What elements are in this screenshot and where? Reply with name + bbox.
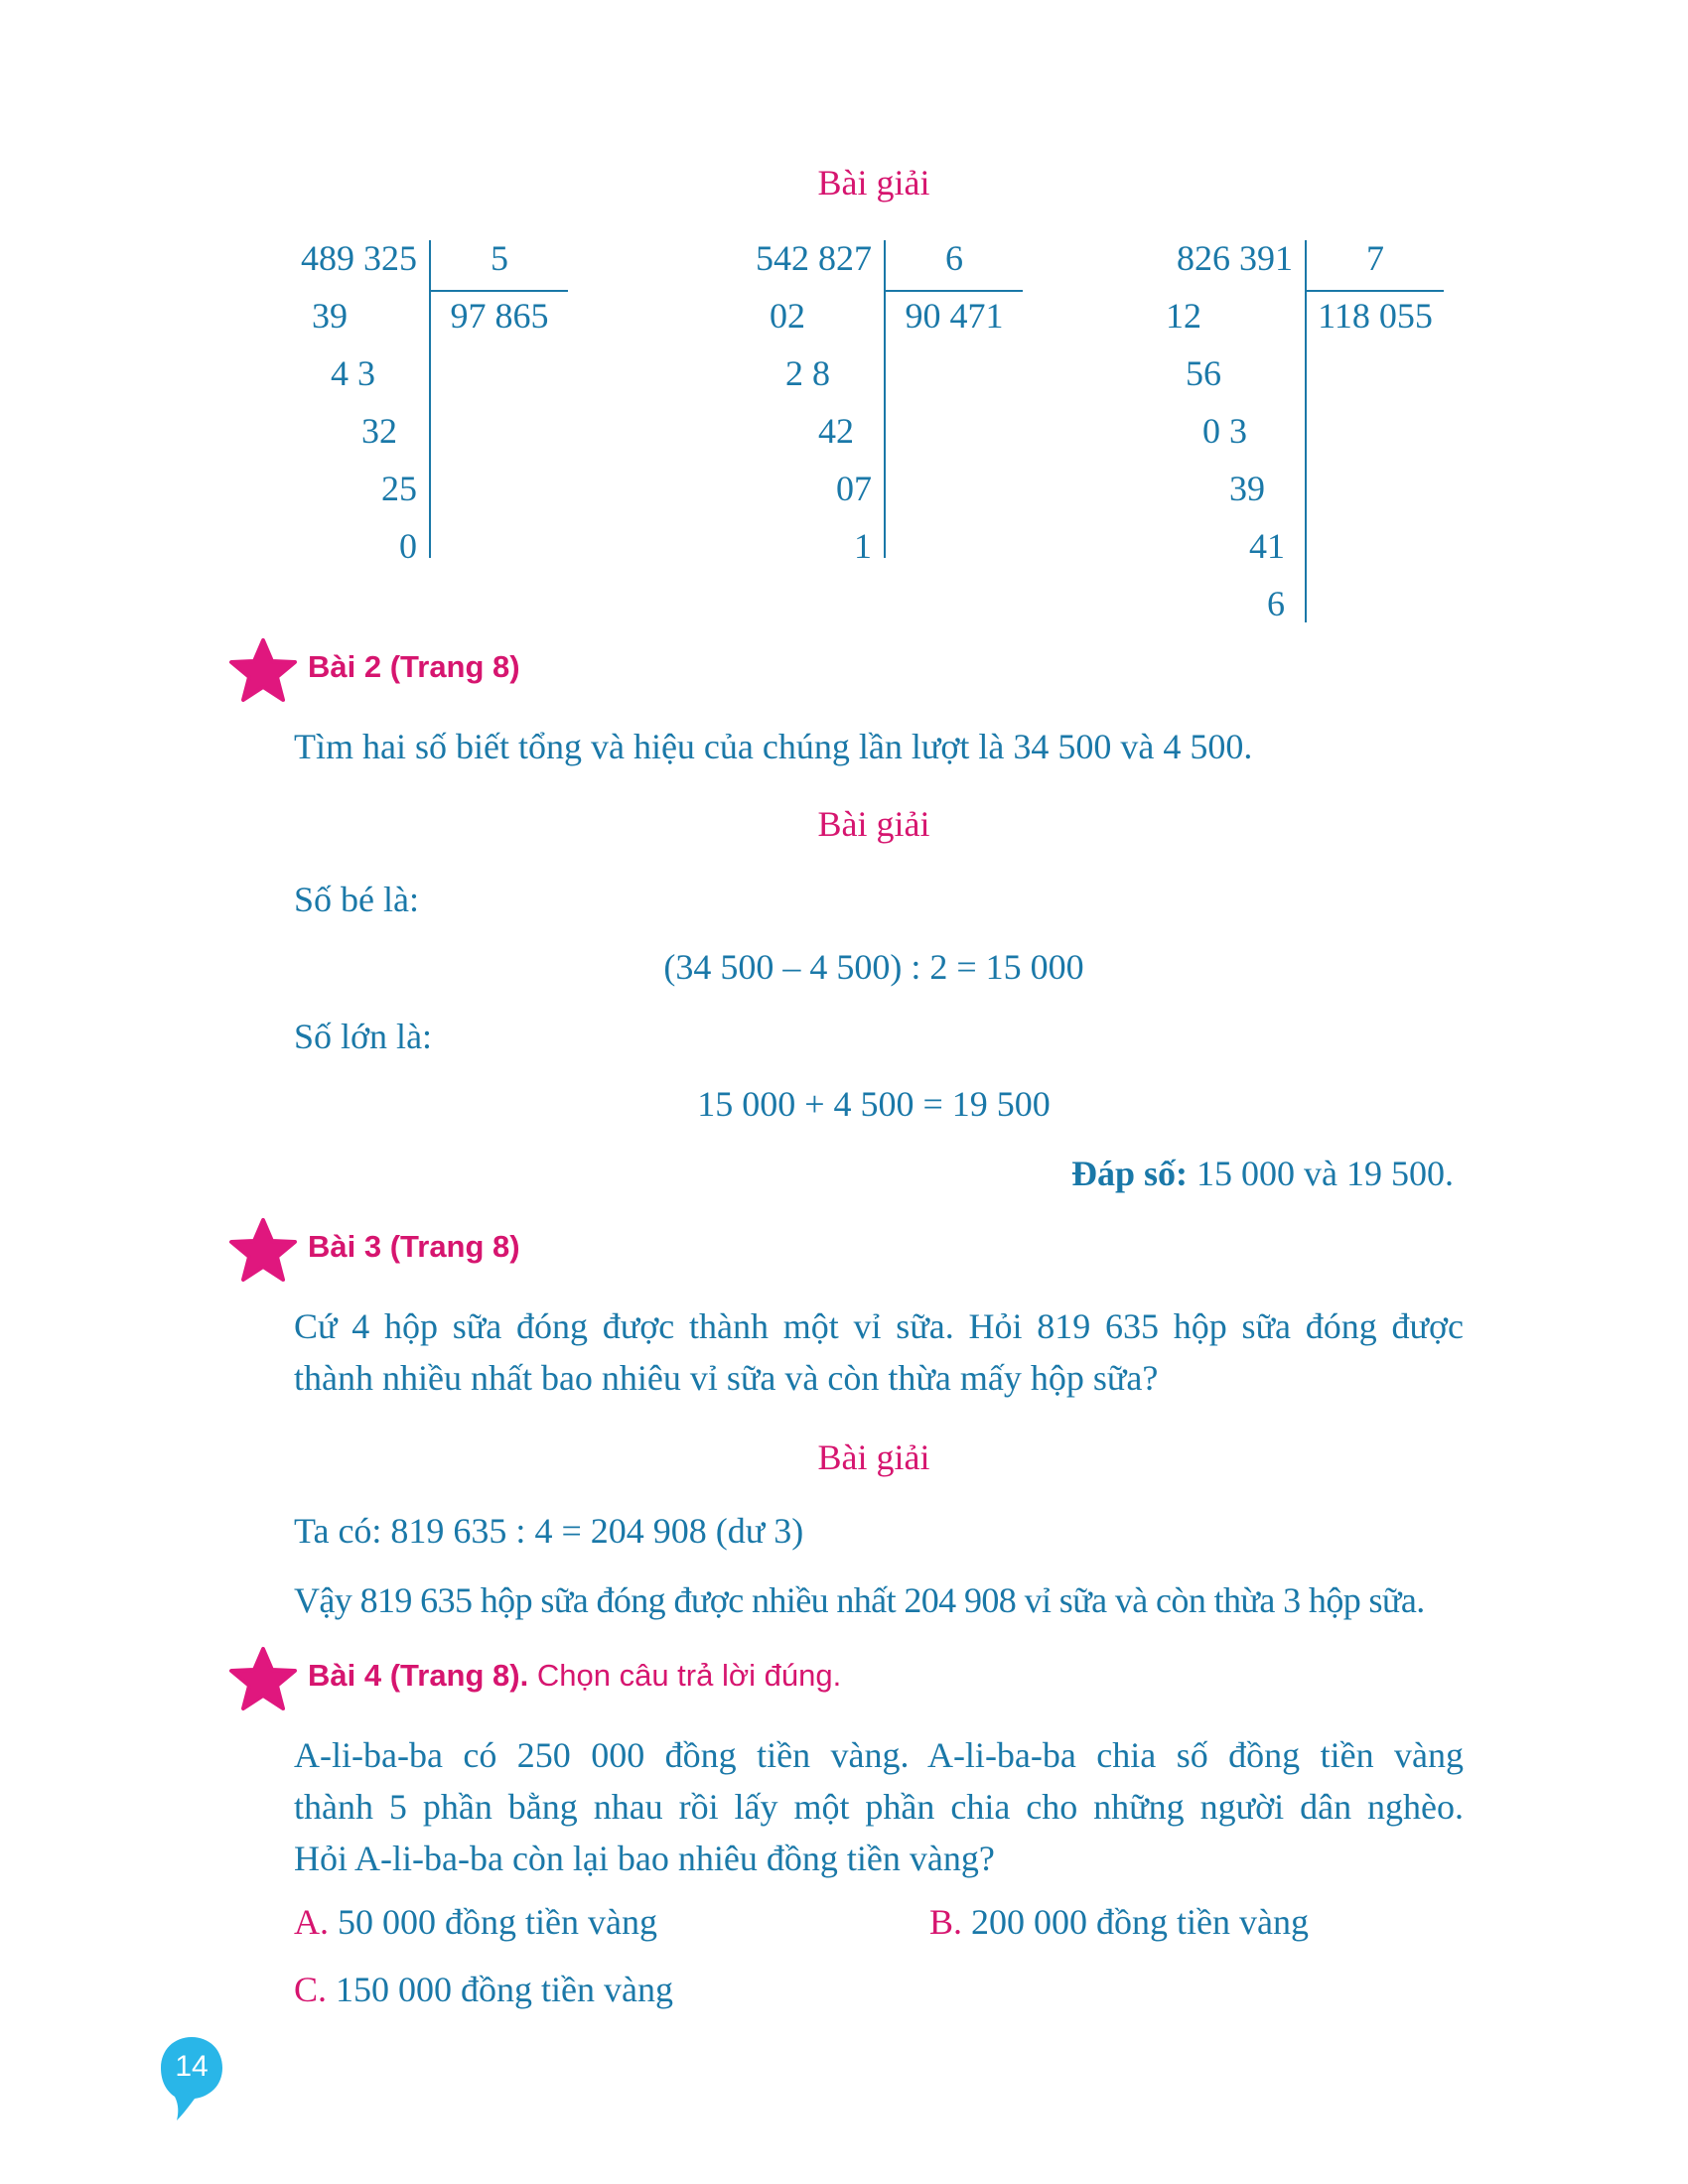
bai2-title: Bài 2 (Trang 8) [308, 649, 520, 684]
option-text: 150 000 đồng tiền vàng [336, 1970, 673, 2009]
division-step: 42 [818, 411, 854, 451]
bai3-solution-line2: Vậy 819 635 hộp sữa đóng được nhiều nhất 204 908 vỉ sữa và còn thừa 3 hộp sữa. [294, 1580, 1425, 1620]
long-division-2 [743, 236, 1041, 633]
divisor: 5 [491, 238, 508, 278]
bai2-large-expression: 15 000 + 4 500 = 19 500 [697, 1084, 1051, 1124]
bai3-solution-title: Bài giải [817, 1437, 930, 1477]
option-letter: B. [929, 1902, 963, 1942]
bai4-question [294, 1729, 1464, 1884]
bai4-instruction: Chọn câu trả lời đúng. [536, 1658, 842, 1693]
division-step: 6 [1267, 584, 1285, 623]
division-step: 1 [854, 526, 872, 566]
dividend: 542 827 [756, 238, 872, 278]
question-line: Hỏi A-li-ba-ba còn lại bao nhiêu đồng tiền vàng? [294, 1839, 995, 1878]
dividend: 826 391 [1177, 238, 1293, 278]
question-line: thành 5 phần bằng nhau rồi lấy một phần chia cho những người dân nghèo. [294, 1787, 1464, 1827]
division-step: 25 [381, 469, 417, 508]
option-text: 50 000 đồng tiền vàng [338, 1902, 657, 1942]
division-step: 4 3 [331, 353, 375, 393]
star-icon [228, 1646, 298, 1711]
long-division-3 [1164, 236, 1462, 673]
long-division-1 [288, 236, 586, 633]
bai2-small-expression: (34 500 – 4 500) : 2 = 15 000 [663, 947, 1084, 987]
option-b[interactable] [929, 1900, 1309, 1944]
answer-value: 15 000 và 19 500. [1196, 1154, 1454, 1193]
division-step: 2 8 [785, 353, 830, 393]
option-c[interactable] [294, 1968, 673, 2011]
option-letter: C. [294, 1970, 328, 2009]
page-number-badge [159, 2035, 224, 2124]
division-step: 0 3 [1202, 411, 1247, 451]
division-step: 0 [399, 526, 417, 566]
division-step: 39 [312, 296, 348, 336]
option-a[interactable] [294, 1900, 657, 1944]
option-letter: A. [294, 1902, 329, 1942]
division-horizontal-bar [429, 290, 568, 292]
bai2-answer [1071, 1152, 1454, 1195]
question-line: thành nhiều nhất bao nhiêu vỉ sữa và còn thừa mấy hộp sữa? [294, 1358, 1159, 1398]
option-text: 200 000 đồng tiền vàng [971, 1902, 1309, 1942]
bai2-large-label: Số lớn là: [294, 1017, 433, 1056]
division-horizontal-bar [884, 290, 1023, 292]
divisor: 7 [1366, 238, 1384, 278]
division-step: 41 [1249, 526, 1285, 566]
bai4-title: Bài 4 (Trang 8). Chọn câu trả lời đúng. [308, 1658, 842, 1693]
bai3-solution-line1: Ta có: 819 635 : 4 = 204 908 (dư 3) [294, 1511, 804, 1551]
division-step: 32 [361, 411, 397, 451]
divisor: 6 [945, 238, 963, 278]
star-icon [228, 1217, 298, 1283]
division-vertical-bar [884, 240, 886, 558]
bai2-solution-title: Bài giải [817, 804, 930, 844]
division-step: 39 [1229, 469, 1265, 508]
question-line: A-li-ba-ba có 250 000 đồng tiền vàng. A-li-ba-ba chia số đồng tiền vàng [294, 1735, 1464, 1775]
quotient: 97 865 [450, 296, 549, 336]
division-step: 56 [1186, 353, 1221, 393]
bai3-title: Bài 3 (Trang 8) [308, 1229, 520, 1264]
dividend: 489 325 [301, 238, 417, 278]
answer-label: Đáp số: [1070, 1154, 1189, 1193]
quotient: 90 471 [905, 296, 1004, 336]
division-step: 07 [836, 469, 872, 508]
division-step: 12 [1166, 296, 1201, 336]
quotient: 118 055 [1318, 296, 1433, 336]
bai2-small-label: Số bé là: [294, 880, 419, 919]
page-number: 14 [175, 2050, 209, 2083]
question-line: Cứ 4 hộp sữa đóng được thành một vỉ sữa. Hỏi 819 635 hộp sữa đóng được [294, 1306, 1464, 1346]
division-step: 02 [770, 296, 805, 336]
bai1-solution-title: Bài giải [817, 163, 930, 203]
division-vertical-bar [429, 240, 431, 558]
star-icon [228, 637, 298, 703]
division-horizontal-bar [1305, 290, 1444, 292]
bai3-question [294, 1300, 1464, 1404]
bai2-question: Tìm hai số biết tổng và hiệu của chúng lần lượt là 34 500 và 4 500. [294, 727, 1253, 766]
